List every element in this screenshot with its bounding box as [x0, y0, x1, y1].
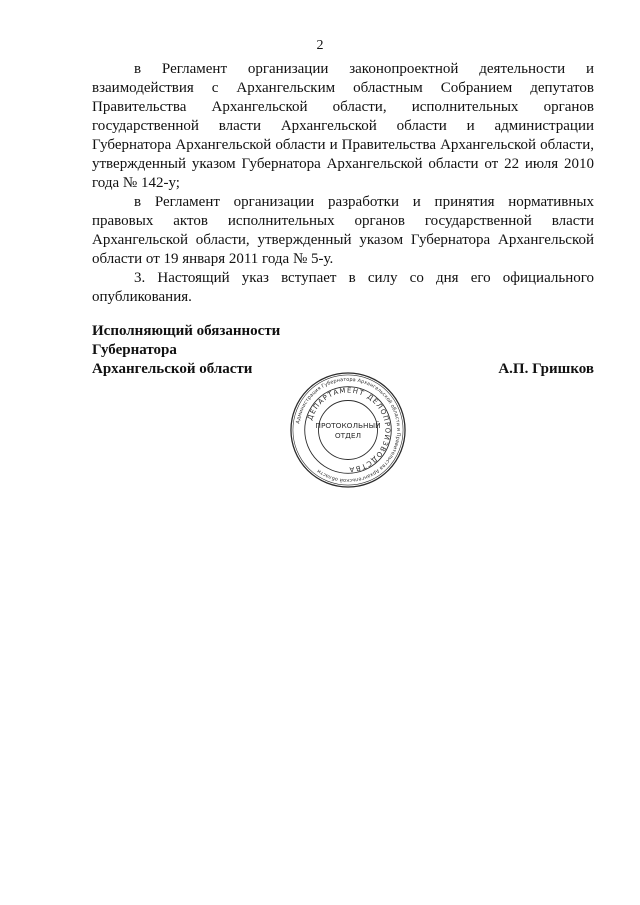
- signer-title-line-1: Исполняющий обязанности: [92, 323, 281, 339]
- stamp-center-line-2: ОТДЕЛ: [334, 430, 362, 440]
- paragraph-entry-into-force: 3. Настоящий указ вступает в силу со дня его официального опубликования.: [92, 270, 594, 305]
- paragraph-reglament-zakonoproekt: в Регламент организации законопроектной деятельности и взаимодействия с Архангельским областным Собранием депутатов Правительства Архангельской области, исполнительных органов государственной власти Архангельской области и администрации Губернатора Архангельской области и Правительства Архангельской области, утвержденный указом Губернатора Архангельской области от 22 июля 2010 года № 142-у;: [92, 61, 594, 191]
- paragraph-reglament-npa: в Регламент организации разработки и принятия нормативных правовых актов исполнительных органов государственной власти Архангельской области, утвержденный указом Губернатора Архангельской области от 19 января 2011 года № 5-у.: [92, 194, 594, 267]
- page-number: 2: [316, 38, 324, 53]
- signer-name: А.П. Гришков: [498, 361, 594, 377]
- stamp-inner-ring-text: ДЕПАРТАМЕНТ ДЕЛОПРОИЗВОДСТВА: [306, 386, 392, 474]
- stamp-center-line-1: ПРОТОКОЛЬНЫЙ: [315, 421, 381, 431]
- signer-title-region: Архангельской области: [92, 361, 253, 377]
- stamp-outer-ring-text: Администрация Губернатора Архангельской области и Правительства Архангельской области: [295, 376, 402, 484]
- signer-title-line-2: Губернатора: [92, 342, 177, 358]
- document-body: [92, 60, 594, 307]
- official-stamp-icon: [289, 371, 407, 489]
